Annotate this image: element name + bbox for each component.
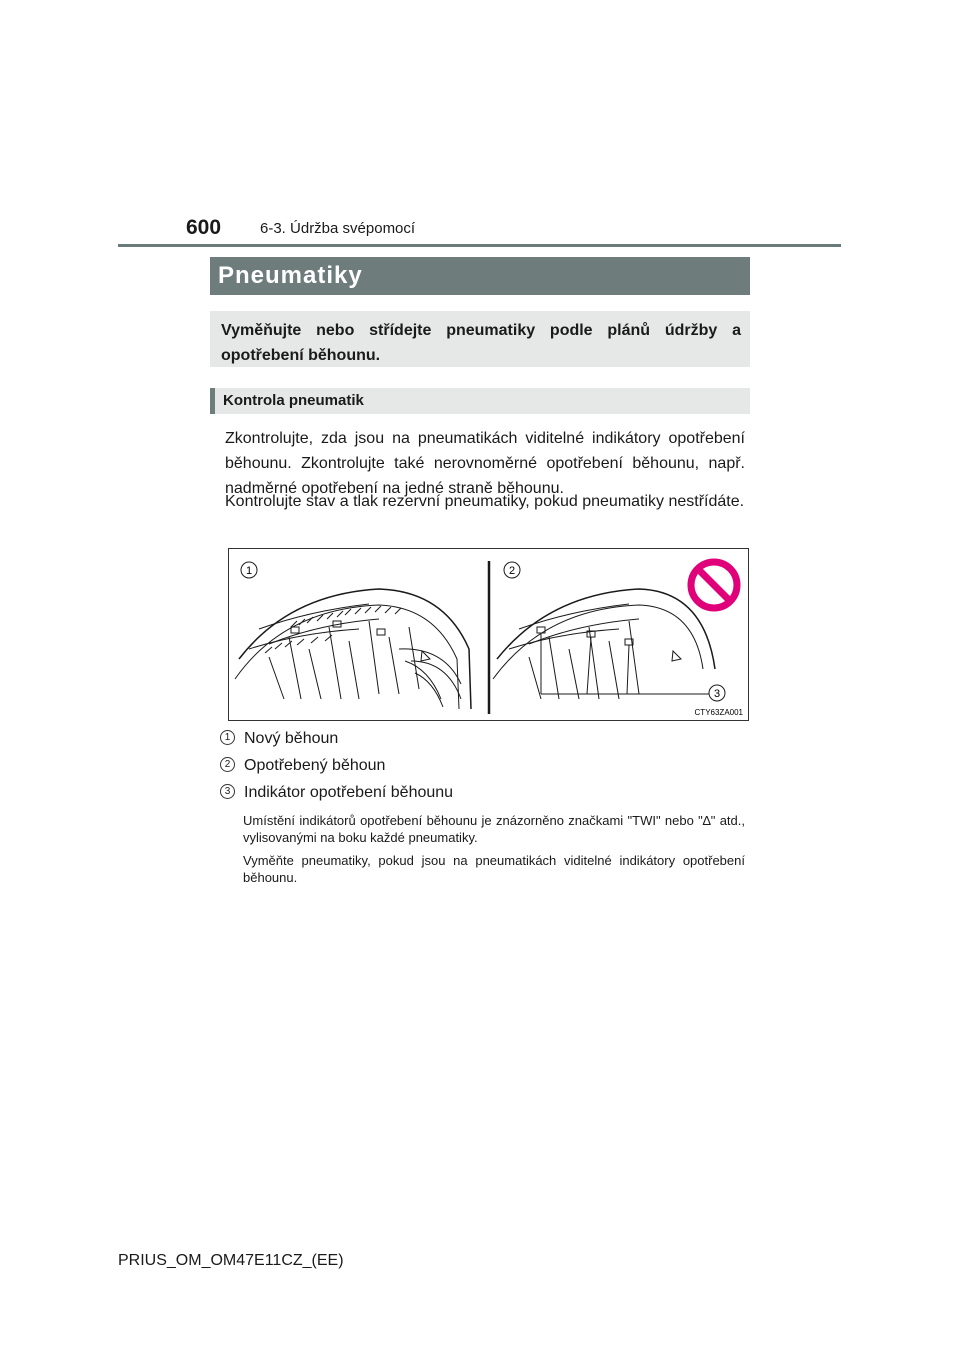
subheading-box [210, 388, 750, 414]
paragraph-1: Zkontrolujte, zda jsou na pneumatikách viditelné indikátory opotřebení běhounu. Zkontrolujte také nerovnoměrné opotřebení běhounu, např. nadměrné opotřebení na jedné straně běhounu. [225, 430, 745, 497]
legend-label-3: Indikátor opotřebení běhounu [244, 784, 454, 801]
header-rule [118, 244, 841, 247]
prohibition-icon [691, 562, 737, 608]
callout-2-number: 2 [508, 565, 516, 577]
footer-doc-code: PRIUS_OM_OM47E11CZ_(EE) [118, 1252, 344, 1269]
paragraph-2: Kontrolujte stav a tlak rezervní pneumatiky, pokud pneumatiky nestřídáte. [225, 493, 745, 510]
legend-item-2 [220, 757, 385, 779]
legend-number-3: 3 [220, 784, 235, 799]
legend-item-1 [220, 730, 338, 752]
tire-tread-figure [228, 548, 749, 721]
new-tread-illustration [235, 589, 471, 709]
figure-code: CTY63ZA001 [694, 708, 743, 717]
worn-tread-illustration [493, 589, 715, 699]
tire-illustration [229, 549, 748, 720]
callout-1-number: 1 [245, 565, 253, 577]
legend-item-3 [220, 784, 453, 806]
title-bar [210, 257, 750, 295]
intro-box [210, 311, 750, 367]
page-title: Pneumatiky [218, 262, 363, 289]
intro-text: Vyměňujte nebo střídejte pneumatiky podle plánů údržby a opotřebení běhounu. [221, 322, 741, 364]
page-number: 600 [186, 216, 222, 239]
note-2: Vyměňte pneumatiky, pokud jsou na pneumatikách viditelné indikátory opotřebení běhounu. [243, 853, 745, 885]
note-1: Umístění indikátorů opotřebení běhounu je znázorněno značkami "TWI" nebo "∆" atd., vylisovanými na boku každé pneumatiky. [243, 813, 745, 845]
legend-number-1: 1 [220, 730, 235, 745]
legend-label-1: Nový běhoun [244, 730, 339, 747]
legend-label-2: Opotřebený běhoun [244, 757, 386, 774]
subheading: Kontrola pneumatik [223, 392, 364, 409]
section-header: 6-3. Údržba svépomocí [260, 220, 416, 237]
subheading-accent [210, 388, 215, 414]
legend-number-2: 2 [220, 757, 235, 772]
callout-3-number: 3 [713, 688, 721, 700]
